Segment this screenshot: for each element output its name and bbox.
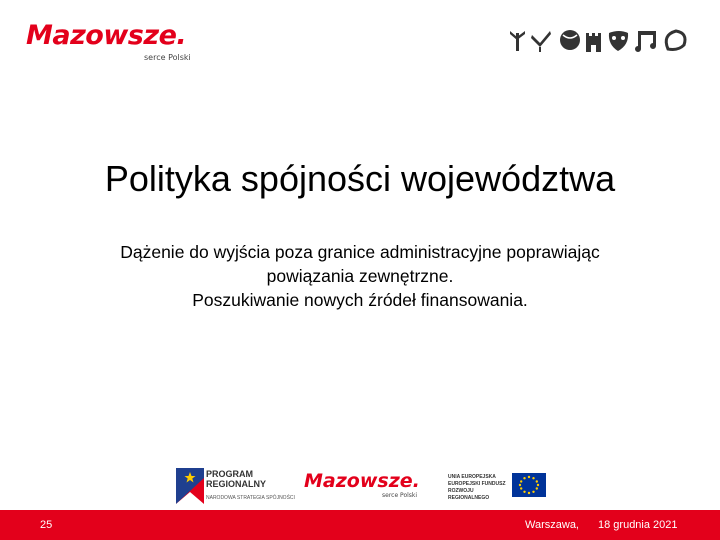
eu-line3: ROZWOJU REGIONALNEGO — [448, 488, 490, 501]
nss-flag-icon — [176, 468, 204, 504]
mazowsze-partner-text: Mazowsze. — [304, 470, 420, 492]
eu-logo — [448, 471, 548, 503]
eu-line2: EUROPEJSKI FUNDUSZ — [448, 481, 506, 487]
leaf-icon — [666, 31, 685, 50]
page-number: 25 — [40, 519, 53, 531]
footer-date: 18 grudnia 2021 — [598, 519, 678, 531]
eu-text — [448, 474, 508, 502]
bird-icon — [531, 31, 551, 52]
eu-flag-icon — [512, 473, 546, 497]
body-line: Poszukiwanie nowych źródeł finansowania. — [192, 290, 528, 310]
mask-icon — [609, 31, 628, 51]
tree-icon — [510, 31, 525, 51]
program-small-text: NARODOWA STRATEGIA SPÓJNOŚCI — [206, 495, 295, 501]
program-line2: REGIONALNY — [206, 479, 267, 489]
logo-subtitle: serce Polski — [144, 53, 191, 62]
mazowsze-partner-logo — [304, 468, 434, 504]
footer-bar — [0, 510, 720, 540]
logo-text: Mazowsze. — [26, 20, 187, 51]
slide-body — [40, 240, 680, 312]
program-regionalny-logo — [176, 466, 295, 506]
partner-logos — [176, 466, 548, 506]
mazowsze-logo — [26, 22, 216, 66]
body-line: powiązania zewnętrzne. — [266, 266, 454, 286]
header-icons — [510, 27, 692, 53]
castle-icon — [586, 33, 601, 52]
eu-line1: UNIA EUROPEJSKA — [448, 474, 496, 480]
body-line: Dążenie do wyjścia poza granice administracyjne poprawiając — [120, 242, 600, 262]
program-regionalny-text — [206, 469, 266, 489]
music-note-icon — [635, 31, 656, 52]
slide-title: Polityka spójności województwa — [104, 158, 616, 199]
footer-city: Warszawa, — [525, 519, 579, 531]
program-line1: PROGRAM — [206, 469, 253, 479]
ball-icon — [560, 30, 580, 50]
mazowsze-partner-subtitle: serce Polski — [382, 492, 418, 499]
